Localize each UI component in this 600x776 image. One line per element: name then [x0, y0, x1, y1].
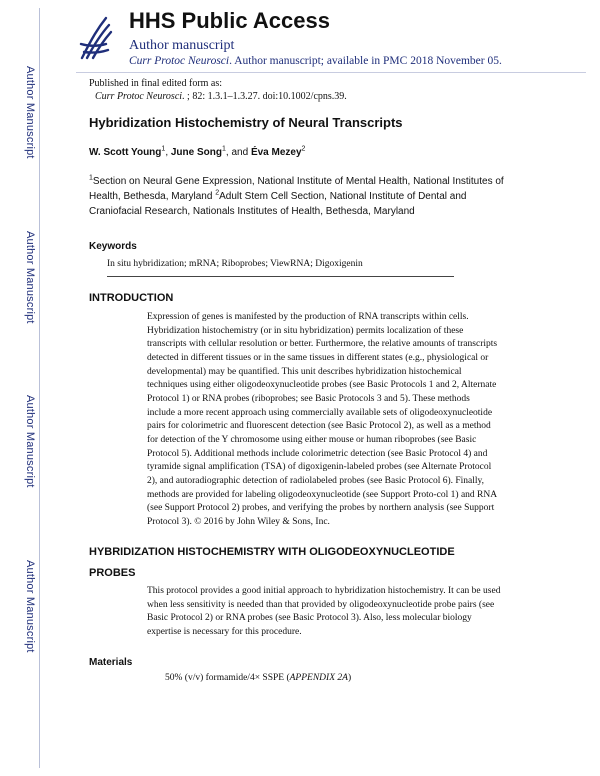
paragraph-line: Hybridization histochemistry (or in situ hybridization) permits localization of these — [147, 325, 464, 336]
paragraph-line: 2), and autoradiographic detection of radiolabeled probes (see Basic Protocol 6). Finally, — [147, 475, 485, 486]
paragraph-line: tyramide signal amplification (TSA) of digoxigenin-labeled probes (see Alternate Protocol — [147, 462, 492, 473]
author-affiliation-sup: 1 — [222, 145, 226, 153]
availability-text: . Author manuscript; available in PMC 2018 November 05. — [229, 55, 502, 67]
paragraph-line: Basic Protocol 2) or RNA probes (see Basic Protocol 3). Also, less molecular biology — [147, 613, 472, 624]
paragraph-line: when less sensitivity is needed than that provided by oligodeoxynucleotide probe pairs (see — [147, 599, 495, 610]
introduction-paragraph — [147, 311, 577, 530]
paragraph-line: Protocol 3). © 2016 by John Wiley & Sons, Inc. — [147, 516, 330, 527]
paragraph-line: expertise is necessary for this procedure. — [147, 626, 302, 637]
side-label-author-manuscript: Author Manuscript — [24, 560, 36, 653]
materials-appendix-ref: APPENDIX 2A — [289, 673, 348, 683]
affiliation-line — [89, 205, 579, 220]
oligo-protocol-paragraph — [147, 585, 577, 640]
journal-name: Curr Protoc Neurosci — [129, 55, 230, 67]
paragraph-line: (see Support Protocol 2) probes, and verifying the probes by northern analysis (see Support — [147, 503, 495, 514]
affiliations — [89, 175, 579, 219]
side-label-author-manuscript: Author Manuscript — [24, 66, 36, 159]
side-label-author-manuscript: Author Manuscript — [24, 231, 36, 324]
author-name: June Song — [170, 147, 222, 158]
affiliation-text: Section on Neural Gene Expression, National Institute of Mental Health, National Institutes of — [92, 176, 504, 187]
author-name: Éva Mezey — [250, 147, 302, 158]
paragraph-line: transcripts with cellular resolution or better. Furthermore, the relative amounts of transcripts — [147, 339, 498, 350]
materials-item — [165, 673, 351, 683]
author-manuscript-subtitle: Author manuscript — [129, 38, 235, 53]
paragraph-line: detected in different tissues or in the same tissues in different states (e.g., physiological or — [147, 352, 489, 363]
affiliation-text: Health, Bethesda, Maryland — [89, 190, 216, 202]
journal-availability-line — [129, 55, 502, 67]
paragraph-line: pairs for colorimetric and fluorescent detection (see Basic Protocol 2), as well as a method — [147, 421, 491, 432]
citation-line — [95, 91, 347, 102]
section-heading-oligo: HYBRIDIZATION HISTOCHEMISTRY WITH OLIGODEOXYNUCLEOTIDE — [89, 546, 455, 558]
margin-divider — [39, 8, 40, 768]
paragraph-line: Protocol 5). Additional methods include colorimetric detection (see Basic Protocol 4) and — [147, 448, 488, 459]
materials-heading: Materials — [89, 657, 133, 668]
affiliation-line — [89, 190, 579, 205]
published-in-label: Published in final edited form as: — [89, 78, 223, 89]
author-separator: , and — [225, 147, 251, 158]
paragraph-line: developmental) may be quantified. This unit describes hybridization histochemical — [147, 366, 462, 377]
header-divider — [76, 72, 586, 73]
keywords-divider — [107, 276, 454, 277]
materials-item-close: ) — [347, 673, 352, 683]
paragraph-line: techniques using either oligodeoxynucleotide probes (see Basic Protocols 1 and 2, Alternate — [147, 380, 497, 391]
author-name: W. Scott Young — [89, 147, 162, 158]
side-label-author-manuscript: Author Manuscript — [24, 395, 36, 488]
affiliation-line — [89, 175, 579, 190]
author-affiliation-sup: 1 — [161, 145, 166, 153]
affiliation-text: Adult Stem Cell Section, National Institute of Dental and — [219, 190, 467, 202]
article-title: Hybridization Histochemistry of Neural Transcripts — [89, 115, 403, 130]
keywords-text: In situ hybridization; mRNA; Riboprobes; ViewRNA; Digoxigenin — [107, 259, 363, 269]
paragraph-line: for detection of the Y chromosome using either mouse or human riboprobes (see Basic — [147, 434, 477, 445]
citation-journal: Curr Protoc Neurosci — [95, 91, 183, 102]
paragraph-line: methods are provided for labeling oligodeoxynucleotide (see Support Proto-col 1) and RNA — [147, 489, 498, 500]
paragraph-line: Protocol 1) or RNA probes (riboprobes; see Basic Protocols 3 and 5). These methods — [147, 393, 470, 404]
author-list — [89, 147, 305, 158]
paragraph-line: Expression of genes is manifested by the production of RNA transcripts within cells. — [147, 312, 469, 322]
affiliation-sup: 2 — [215, 189, 220, 197]
author-separator: , — [165, 147, 171, 158]
hhs-public-access-title: HHS Public Access — [129, 8, 330, 33]
author-affiliation-sup: 2 — [301, 145, 306, 153]
paragraph-line: include a more recent approach using commercially available sets of oligodeoxynucleotide — [147, 407, 493, 418]
affiliation-sup: 1 — [89, 174, 93, 182]
citation-details: . ; 82: 1.3.1–1.3.27. doi:10.1002/cpns.39. — [182, 91, 347, 102]
materials-item-text: 50% (v/v) formamide/4× SSPE ( — [165, 673, 290, 683]
affiliation-text: Craniofacial Research, Nationals Institutes of Health, Bethesda, Maryland — [89, 205, 415, 217]
keywords-heading: Keywords — [89, 241, 137, 252]
introduction-heading: INTRODUCTION — [89, 292, 174, 304]
hhs-eagle-logo-icon — [76, 14, 114, 64]
section-heading-oligo-line2: PROBES — [89, 567, 136, 579]
paragraph-line: This protocol provides a good initial approach to hybridization histochemistry. It can be used — [147, 586, 501, 596]
